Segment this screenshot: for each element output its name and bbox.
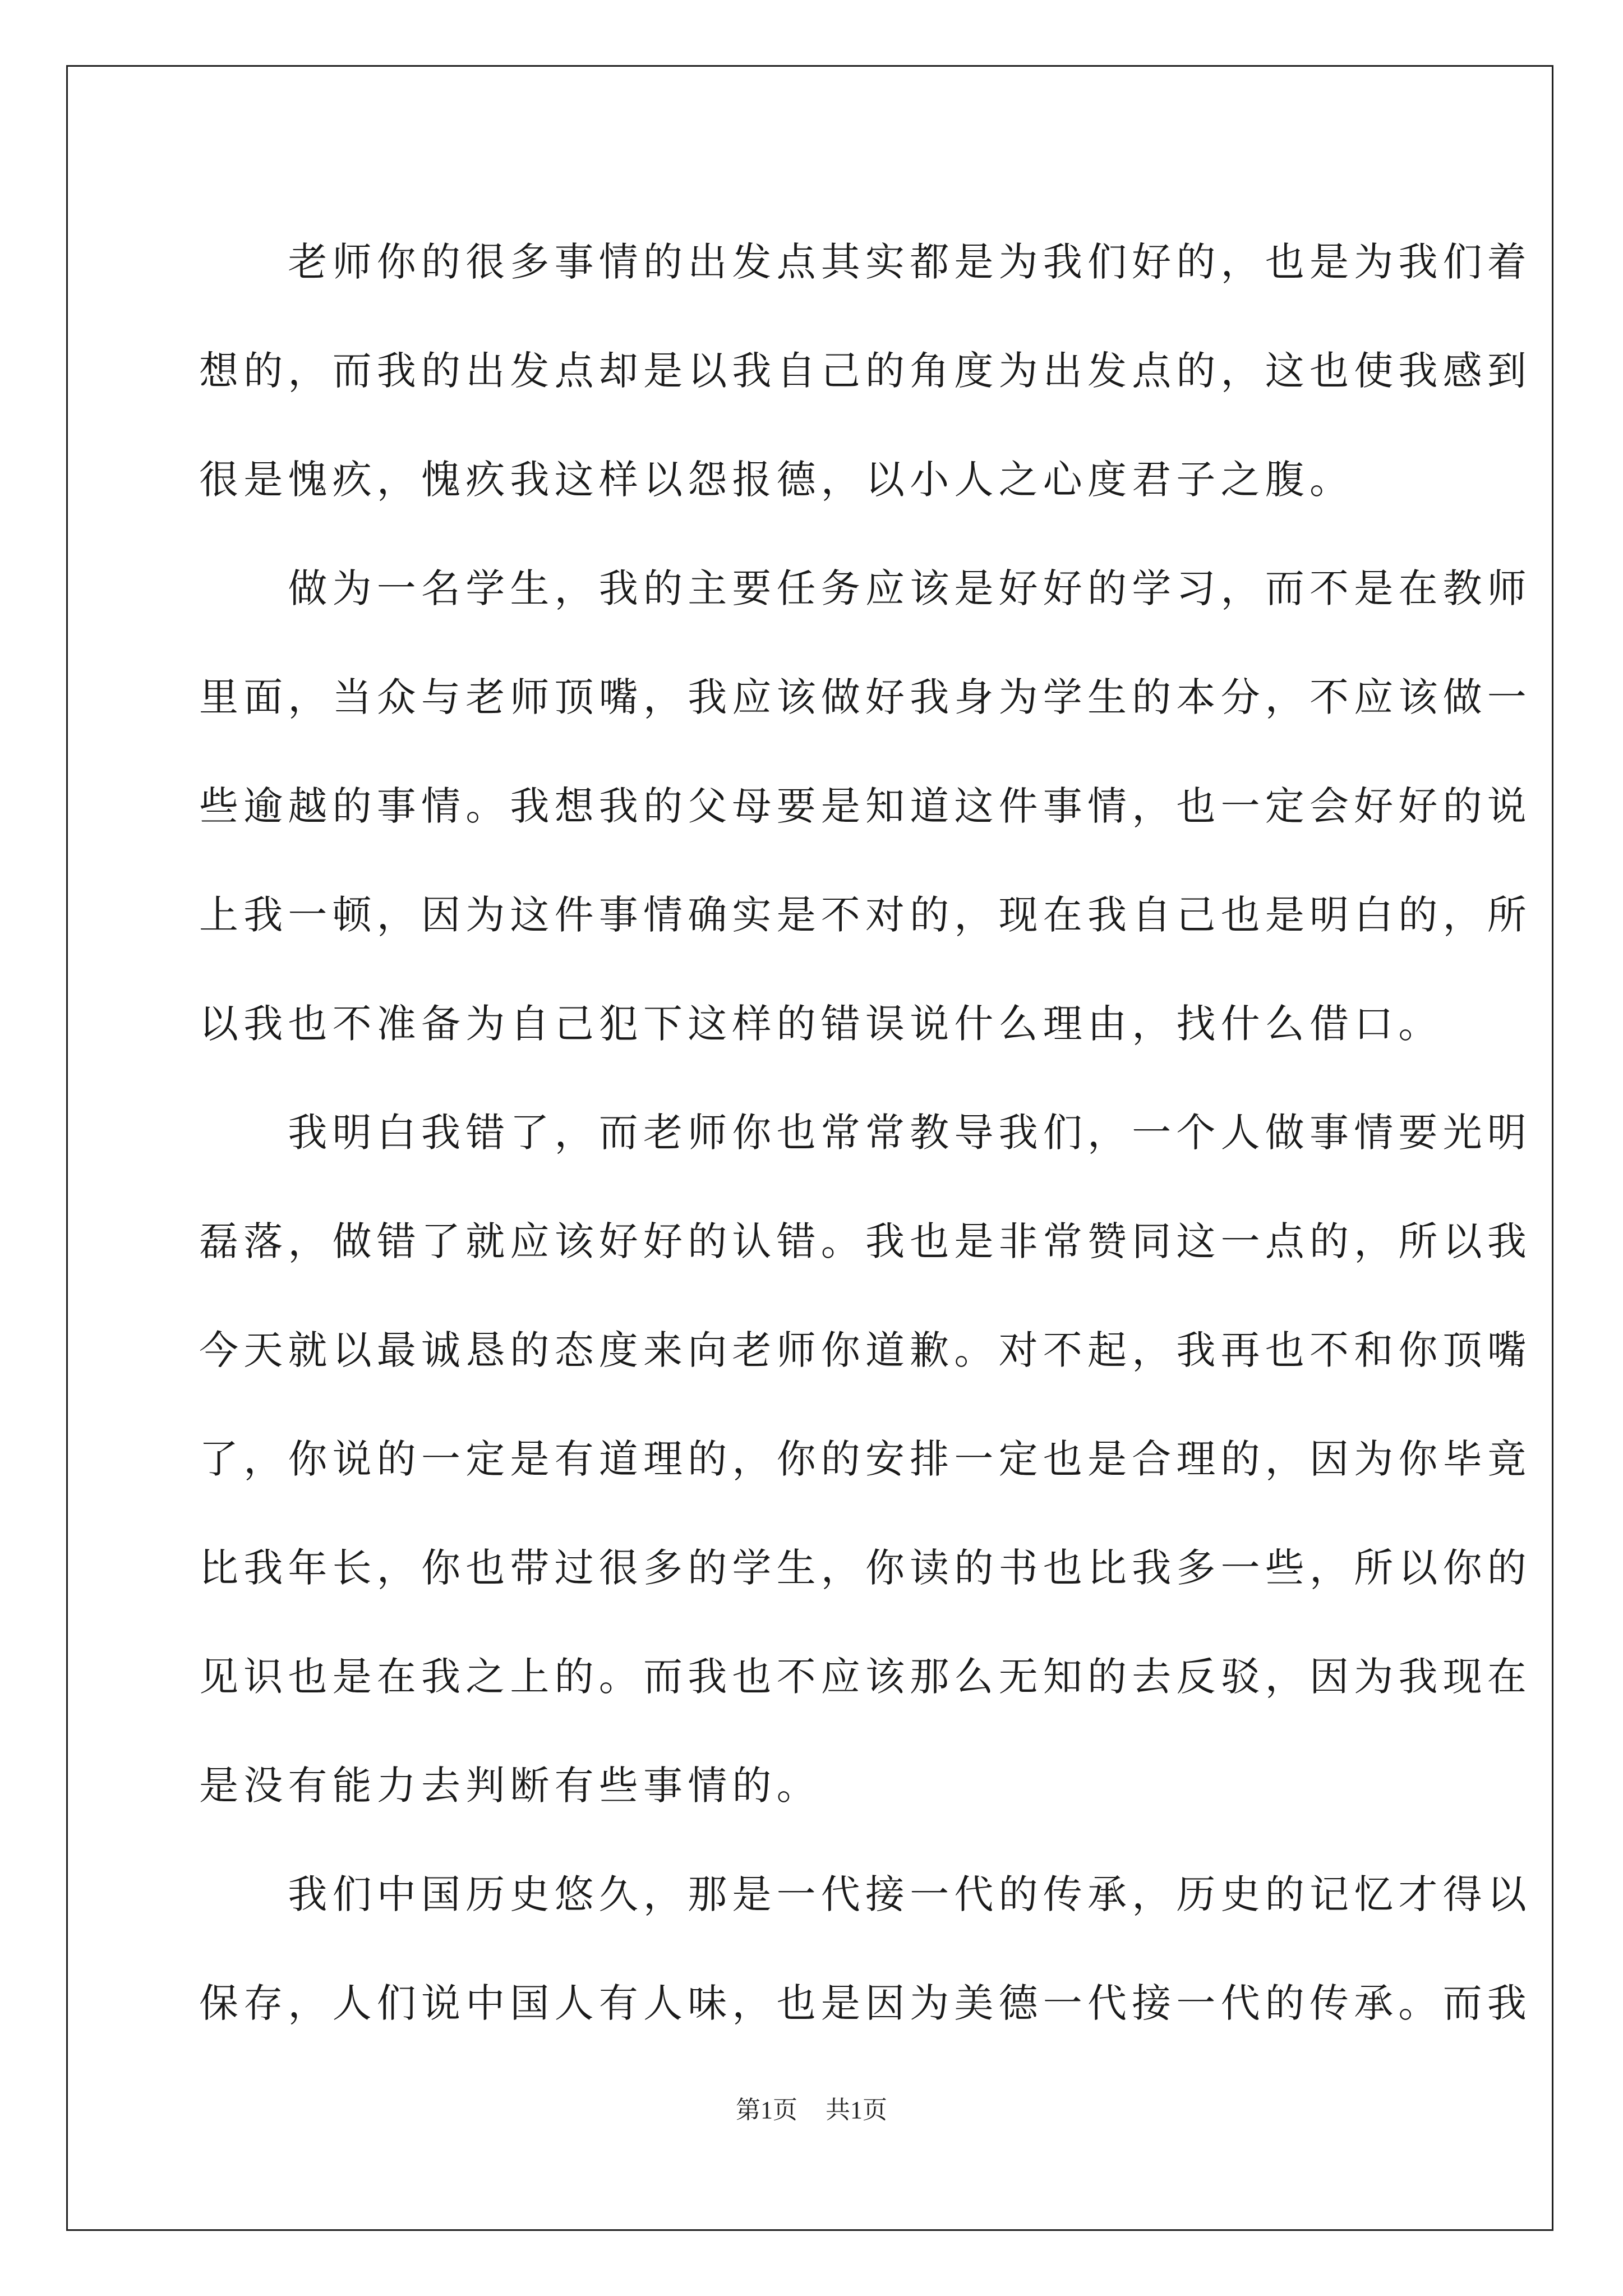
text-line: 老师你的很多事情的出发点其实都是为我们好的，也是为我们着 — [199, 239, 1532, 285]
text-line: 以我也不准备为自己犯下这样的错误说什么理由，找什么借口。 — [199, 1001, 1443, 1047]
text-line: 磊落，做错了就应该好好的认错。我也是非常赞同这一点的，所以我 — [199, 1218, 1532, 1264]
text-line: 是没有能力去判断有些事情的。 — [199, 1763, 821, 1809]
text-line: 我明白我错了，而老师你也常常教导我们，一个人做事情要光明 — [199, 1110, 1532, 1156]
text-line: 今天就以最诚恳的态度来向老师你道歉。对不起，我再也不和你顶嘴 — [199, 1327, 1532, 1373]
text-line: 很是愧疚，愧疚我这样以怨报德，以小人之心度君子之腹。 — [199, 457, 1354, 503]
page-footer — [0, 2093, 1623, 2127]
text-line: 做为一名学生，我的主要任务应该是好好的学习，而不是在教师 — [199, 565, 1532, 611]
text-line: 了，你说的一定是有道理的，你的安排一定也是合理的，因为你毕竟 — [199, 1436, 1532, 1482]
text-line: 比我年长，你也带过很多的学生，你读的书也比我多一些，所以你的 — [199, 1545, 1532, 1591]
text-line: 我们中国历史悠久，那是一代接一代的传承，历史的记忆才得以 — [199, 1871, 1532, 1917]
text-line: 想的，而我的出发点却是以我自己的角度为出发点的，这也使我感到 — [199, 348, 1532, 394]
text-line: 上我一顿，因为这件事情确实是不对的，现在我自己也是明白的，所 — [199, 892, 1532, 938]
text-line: 里面，当众与老师顶嘴，我应该做好我身为学生的本分，不应该做一 — [199, 674, 1532, 720]
text-line: 些逾越的事情。我想我的父母要是知道这件事情，也一定会好好的说 — [199, 783, 1532, 829]
text-line: 见识也是在我之上的。而我也不应该那么无知的去反驳，因为我现在 — [199, 1654, 1532, 1700]
page-number: 第1页 — [736, 2096, 797, 2124]
document-body — [199, 208, 1532, 2058]
page-total: 共1页 — [826, 2096, 887, 2124]
text-line: 保存，人们说中国人有人味，也是因为美德一代接一代的传承。而我 — [199, 1980, 1532, 2026]
